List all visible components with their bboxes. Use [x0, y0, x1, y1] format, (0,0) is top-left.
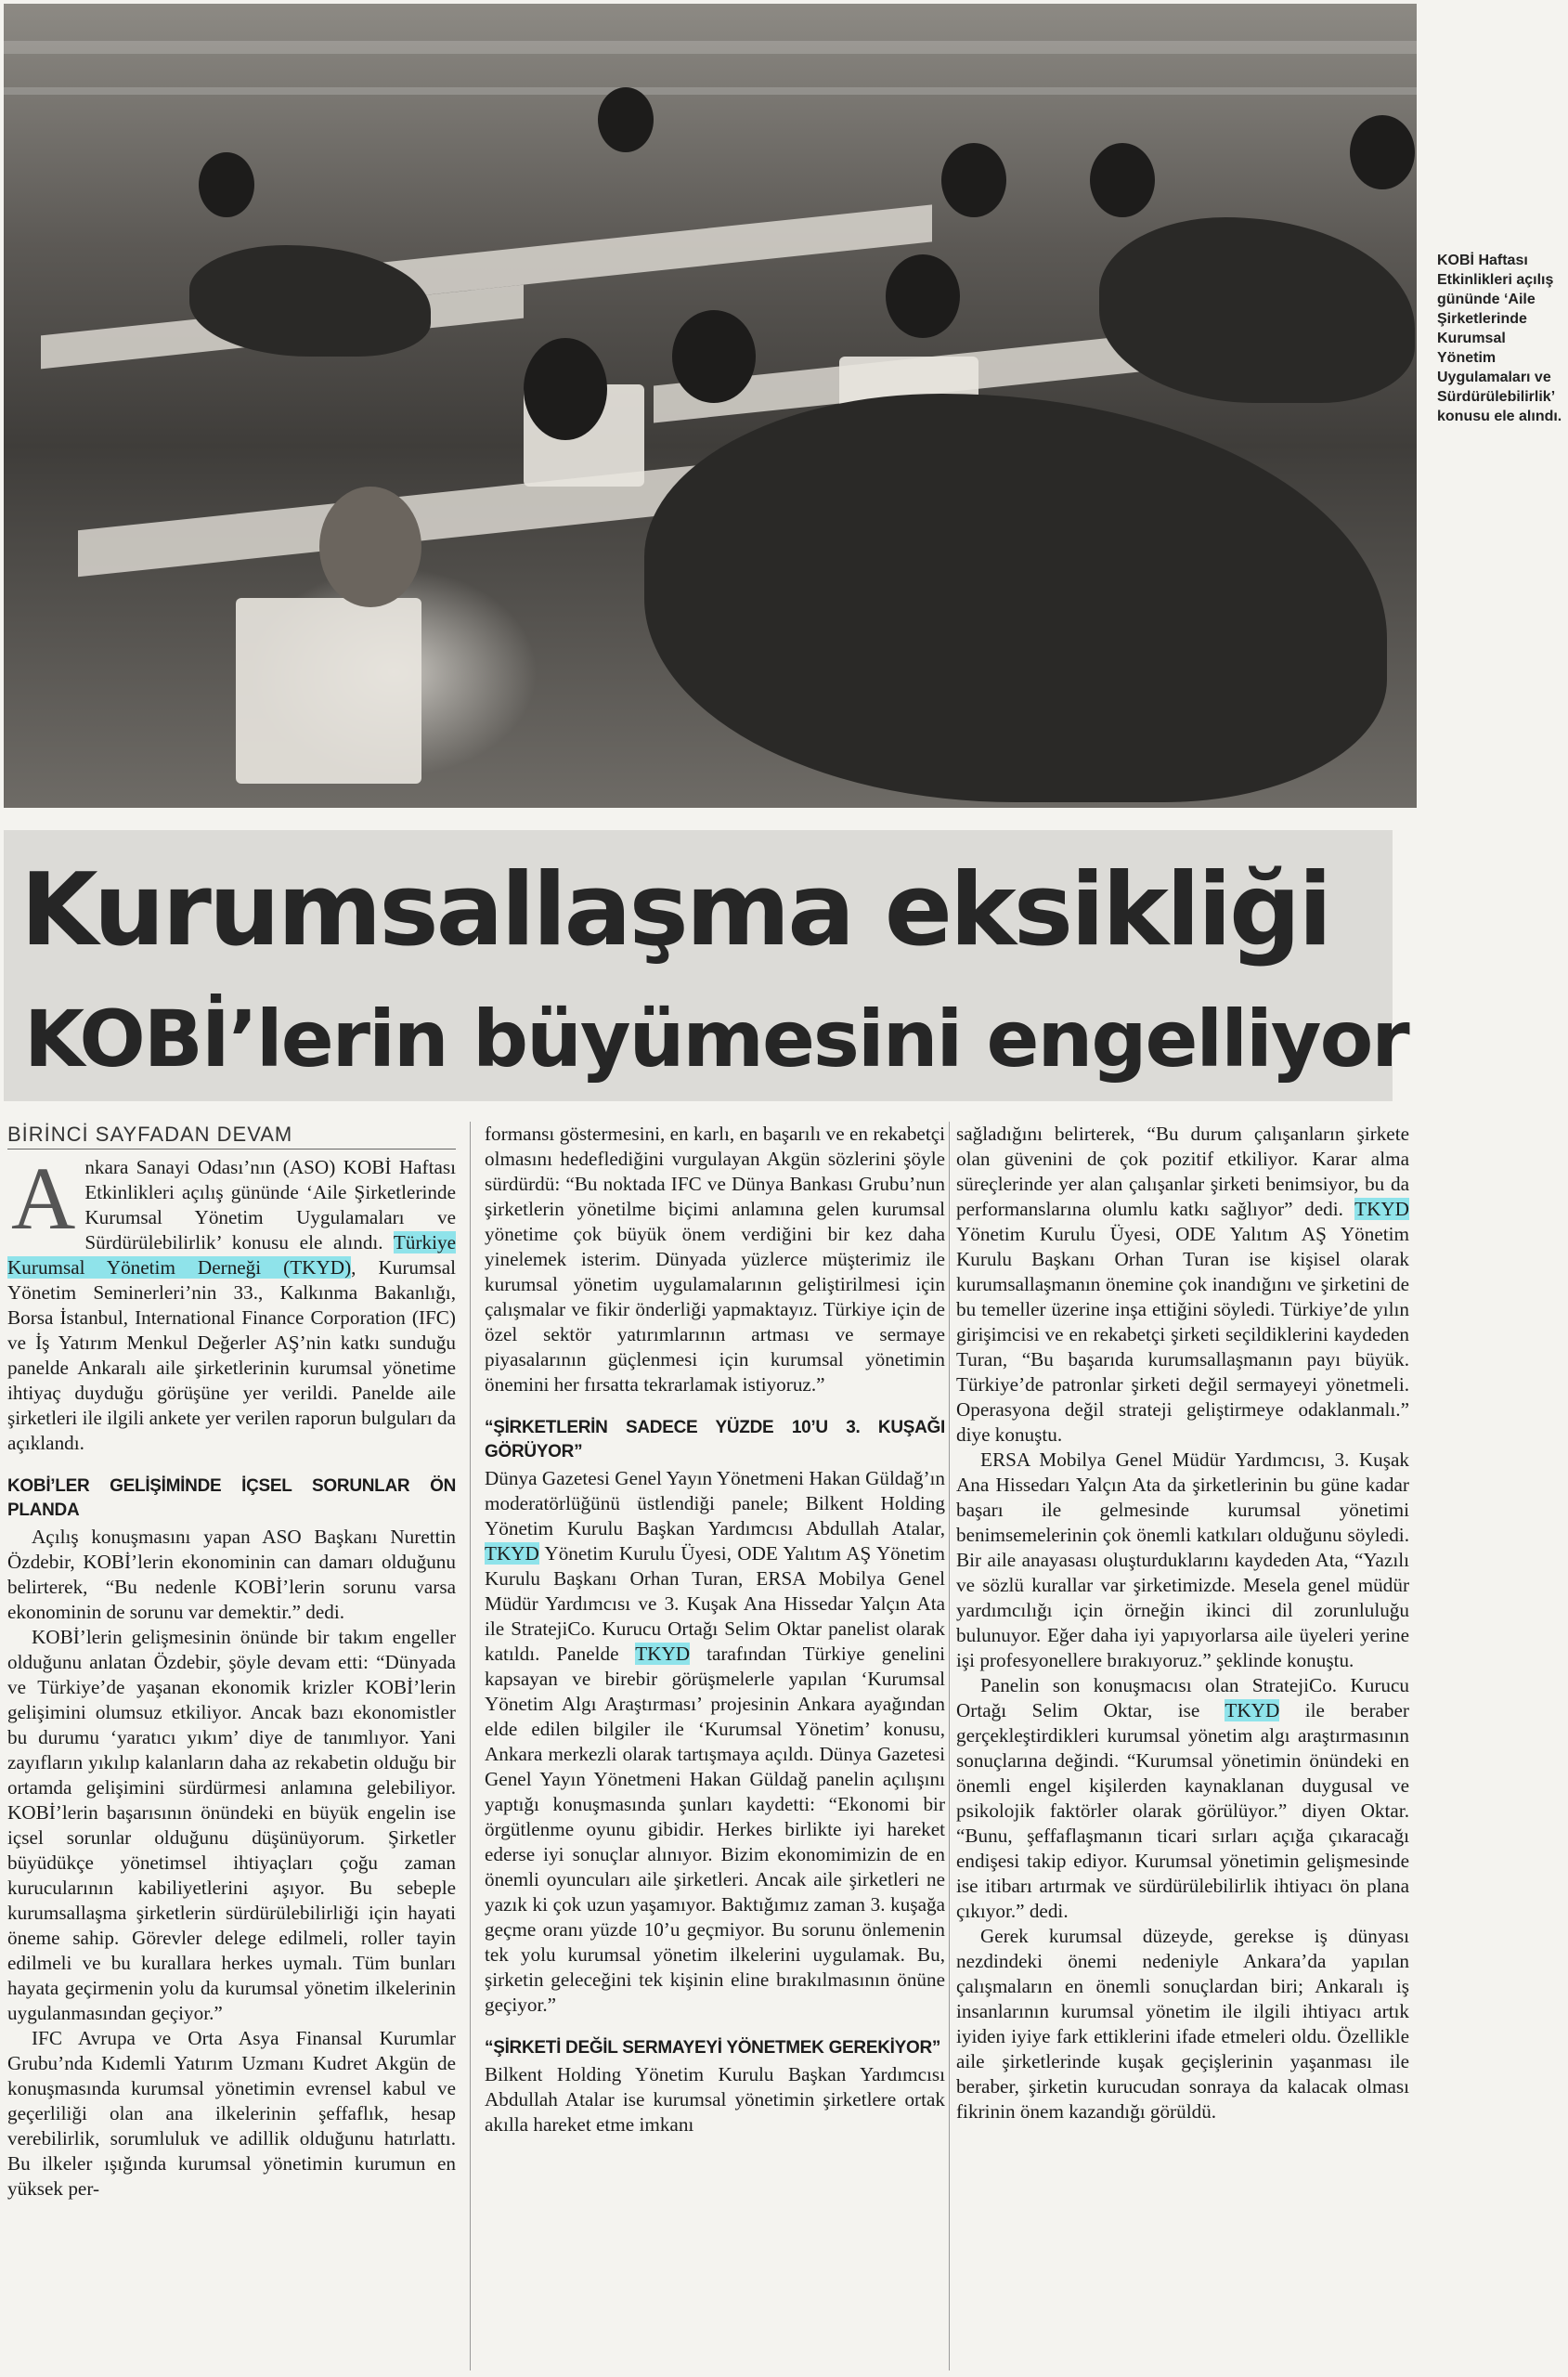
article-column-1 [7, 1122, 456, 2202]
highlighted-text: TKYD [635, 1643, 691, 1665]
column-rule [949, 1122, 950, 2371]
article-paragraph: formansı göstermesini, en karlı, en başarılı ve en rekabetçi olmasını hedeflediğini vurgulayan Akgün sözlerini şöyle sürdürdü: “Bu noktada IFC ve Dünya Bankası Grubu’nun şirketlerin yönetilme biçimi anlamına gelen kurumsal yönetime çok büyük önem verdiğini bir kez daha yinelemek isterim. Dünyada yüzlerce müşterimiz ile kurumsal yönetim uygulamalarının geliştirilmesi için çalışmalar ve fikir önderliği yapmaktayız. Türkiye için de özel sektör yatırımlarının artması ve sermaye piyasalarının güçlenmesi için kurumsal yönetimin önemini her fırsatta tekrarlamak istiyoruz.” [485, 1123, 945, 1396]
continued-kicker: BİRİNCİ SAYFADAN DEVAM [7, 1122, 456, 1150]
headline-title: Kurumsallaşma eksikliği [20, 852, 1330, 968]
article-paragraph: Dünya Gazetesi Genel Yayın Yönetmeni Hakan Güldağ’ın moderatörlüğünü üstlendiği panele; Bilkent Holding Yönetim Kurulu Başkan Yardımcısı Abdullah Atalar, TKYD Yönetim Kurulu Üyesi, ODE Yalıtım AŞ Yönetim Kurulu Başkanı Orhan Turan, ERSA Mobilya Genel Müdür Yardımcısı ve 3. Kuşak Ana Hissedar Yalçın Ata ile StratejiCo. Kurucu Ortağı Selim Oktar panelist olarak katıldı. Panelde TKYD tarafından Türkiye genelini kapsayan ve birebir görüşmelerle yapılan ‘Kurumsal Yönetim Algı Araştırması’ projesinin Ankara ayağından elde edilen bilgiler ile ‘Kurumsal Yönetim’ konusu, Ankara merkezli olarak tartışmaya açıldı. Dünya Gazetesi Genel Yayın Yönetmeni Hakan Güldağ panelin açılışını yaptığı konuşmasında şunları kaydetti: “Ekonomi bir örgütlenme oyunu gibidir. Herkes birlikte iyi hareket ederse iyi sonuçlar alınıyor. Bizim ekonomimizin de en önemli oyuncuları aile şirketleri. Ancak aile şirketleri ne yazık ki çok uzun yaşamıyor. Baktığımız zaman 3. kuşağa geçme oranı yüzde 10’u geçmiyor. Bu sorunu önlemenin tek yolu kurumsal yönetim ilkelerini uygulamak. Bu, şirketin geleceğini tek kişinin eline bırakılmasının önüne geçiyor.” [485, 1467, 945, 2016]
section-subheading: “ŞİRKETLERİN SADECE YÜZDE 10’U 3. KUŞAĞI GÖRÜYOR” [485, 1418, 945, 1461]
highlighted-text: TKYD [1354, 1198, 1409, 1220]
highlighted-text: TKYD [1225, 1699, 1280, 1721]
article-paragraph: IFC Avrupa ve Orta Asya Finansal Kurumlar Grubu’nda Kıdemli Yatırım Uzmanı Kudret Akgün de konuşmasında kurumsal yönetimin evrensel kabul ve geçerliliği olan ana ilkelerinin şeffaflık, hesap verebilirlik, sorumluluk ve adillik olduğunu hatırlattı. Bu ilkeler ışığında kurumsal yönetimin kurumun en yüksek per- [7, 2027, 456, 2200]
article-paragraph: Panelin son konuşmacısı olan StratejiCo. Kurucu Ortağı Selim Oktar, ise TKYD ile beraber gerçekleştirdikleri kurumsal yönetim algı araştırmasının sonuçlarına değindi. “Kurumsal yönetimin önündeki en önemli engel kişilerden kaynaklanan duygusal ve psikolojik faktörler olarak görülüyor.” diyen Oktar. “Bunu, şeffaflaşmanın ticari sırları açığa çıkaracağı endişesi takip ediyor. Kurumsal yönetimin gelişmesinde ise itibarı artırmak ve sürdürülebilirlik ihtiyacı ön plana çıkıyor.” dedi. [956, 1674, 1409, 1922]
highlighted-text: Türkiye Kurumsal Yönetim Derneği (TKYD) [7, 1231, 456, 1279]
headline-block [4, 830, 1408, 1101]
headline-subtitle: KOBİ’lerin büyümesini engelliyor [24, 994, 1408, 1085]
article-paragraph: ERSA Mobilya Genel Müdür Yardımcısı, 3. Kuşak Ana Hissedarı Yalçın Ata da şirketlerinin bu güne kadar başarı ile gelmesinde kurumsal yönetimi benimsemelerinin çok önemli katkıları olduğunu söyledi. Bir aile anayasası oluşturduklarını kaydeden Ata, “Yazılı ve sözlü kurallar var şirketimizde. Mesela genel müdür yardımcılığı için örneğin ikinci dil zorunluluğu bulunuyor. Eğer daha iyi yapıyorlarsa aile üyeleri yerine işi profesyonellere bırakıyoruz.” şeklinde konuştu. [956, 1448, 1409, 1671]
article-paragraph: Ankara Sanayi Odası’nın (ASO) KOBİ Haftası Etkinlikleri açılış gününde ‘Aile Şirketlerinde Kurumsal Yönetim Uygulamaları ve Sürdürülebilirlik’ konusu ele alındı. Türkiye Kurumsal Yönetim Derneği (TKYD), Kurumsal Yönetim Seminerleri’nin 33., Kalkınma Bakanlığı, Borsa İstanbul, International Finance Corporation (IFC) ve İş Yatırım Menkul Değerler AŞ’nin katkı sunduğu panelde Ankaralı aile şirketlerinin kurumsal yönetime ihtiyaç duyduğu görüşüne yer verildi. Panelde aile şirketleri ile ilgili ankete yer verilen raporun bulguları da açıklandı. [7, 1149, 457, 1454]
article-paragraph: KOBİ’lerin gelişmesinin önünde bir takım engeller olduğunu anlatan Özdebir, şöyle devam etti: “Dünyada ve Türkiye’de yaşanan ekonomik krizler KOBİ’lerin gelişimini olumsuz etkiliyor. Ancak bazı ekonomistler bu durumu ‘yaratıcı yıkım’ diye de tanımlıyor. Yani zayıfların yıkılıp kalanların daha az rekabetin olduğu bir ortamda gelişimini sürdürmesi anlamına gelebiliyor. KOBİ’lerin başarısının önündeki en büyük engelin ise içsel sorunlar olduğunu düşünüyorum. Şirketler büyüdükçe yönetimsel ihtiyaçları çoğu zaman kurucularının kabiliyetlerini aşıyor. Bu sebeple kurumsallaşma şirketlerin sürdürülebilirliği için hayati öneme sahip. Görevler delege edilmeli, roller tayin edilmeli ve bu kurallara herkes uymalı. Tüm bunları hayata geçirmenin yolu da kurumsal yönetim ilkelerinin uygulanmasından geçiyor.” [7, 1626, 456, 2024]
article-paragraph: sağladığını belirterek, “Bu durum çalışanların şirkete olan güvenini de çok pozitif etkiliyor. Karar alma süreçlerinde yer alan çalışanlar şirketi benimsiyor, bu da performanslarına olumlu katkı sağlıyor” dedi. TKYD Yönetim Kurulu Üyesi, ODE Yalıtım AŞ Yönetim Kurulu Başkanı Orhan Turan ise kişisel olarak kurumsallaşmanın önemine çok inandığını ve şirketini de bu temeller üzerine inşa ettiğini söyledi. Türkiye’de yılın girişimcisi ve en rekabetçi şirketi seçildiklerini kaydeden Turan, “Bu başarıda kurumsallaşmanın payı büyük. Türkiye’de patronlar şirketi değil sermayeyi yönetmeli. Operasyona değil strateji geliştirmeye odaklanmalı.” diye konuştu. [956, 1123, 1409, 1446]
article-column-3 [956, 1122, 1409, 2124]
article-paragraph: Gerek kurumsal düzeyde, gerekse iş dünyası nezdindeki önemi nedeniyle Ankara’da yapılan çalışmaların en önemli sonuçlardan biri; Ankaralı iş insanlarının kurumsal yönetim ile ilgili ihtiyacı artık iyiden iyiye fark ettiklerini ifade etmeleri oldu. Özellikle aile şirketlerinde kuşak geçişlerinin yaşanması ile beraber, şirketin kurucudan sonraya da kalacak olması fikrinin önem kazandığı görüldü. [956, 1925, 1409, 2123]
section-subheading: KOBİ’LER GELİŞİMİNDE İÇSEL SORUNLAR ÖN PLANDA [7, 1476, 456, 1520]
article-paragraph: Bilkent Holding Yönetim Kurulu Başkan Yardımcısı Abdullah Atalar ise kurumsal yönetimin şirketlere ortak akılla hareket etme imkanı [485, 2063, 945, 2136]
section-subheading: “ŞİRKETİ DEĞİL SERMAYEYİ YÖNETMEK GEREKİYOR” [485, 2038, 941, 2058]
highlighted-text: TKYD [485, 1542, 539, 1565]
news-photo [4, 4, 1417, 808]
article-column-2 [485, 1122, 945, 2137]
column-rule [470, 1122, 471, 2371]
drop-cap: A [11, 1149, 76, 1248]
photo-caption: KOBİ Haftası Etkinlikleri açılış gününde ‘Aile Şirketlerinde Kurumsal Yönetim Uygulamaları ve Sürdürülebilirlik’ konusu ele alındı. [1437, 253, 1562, 424]
article-paragraph: Açılış konuşmasını yapan ASO Başkanı Nurettin Özdebir, KOBİ’lerin ekonominin can damarı olduğunu belirterek, “Bu nedenle KOBİ’lerin sorunu varsa ekonominin de sorunu var demektir.” dedi. [7, 1526, 456, 1623]
